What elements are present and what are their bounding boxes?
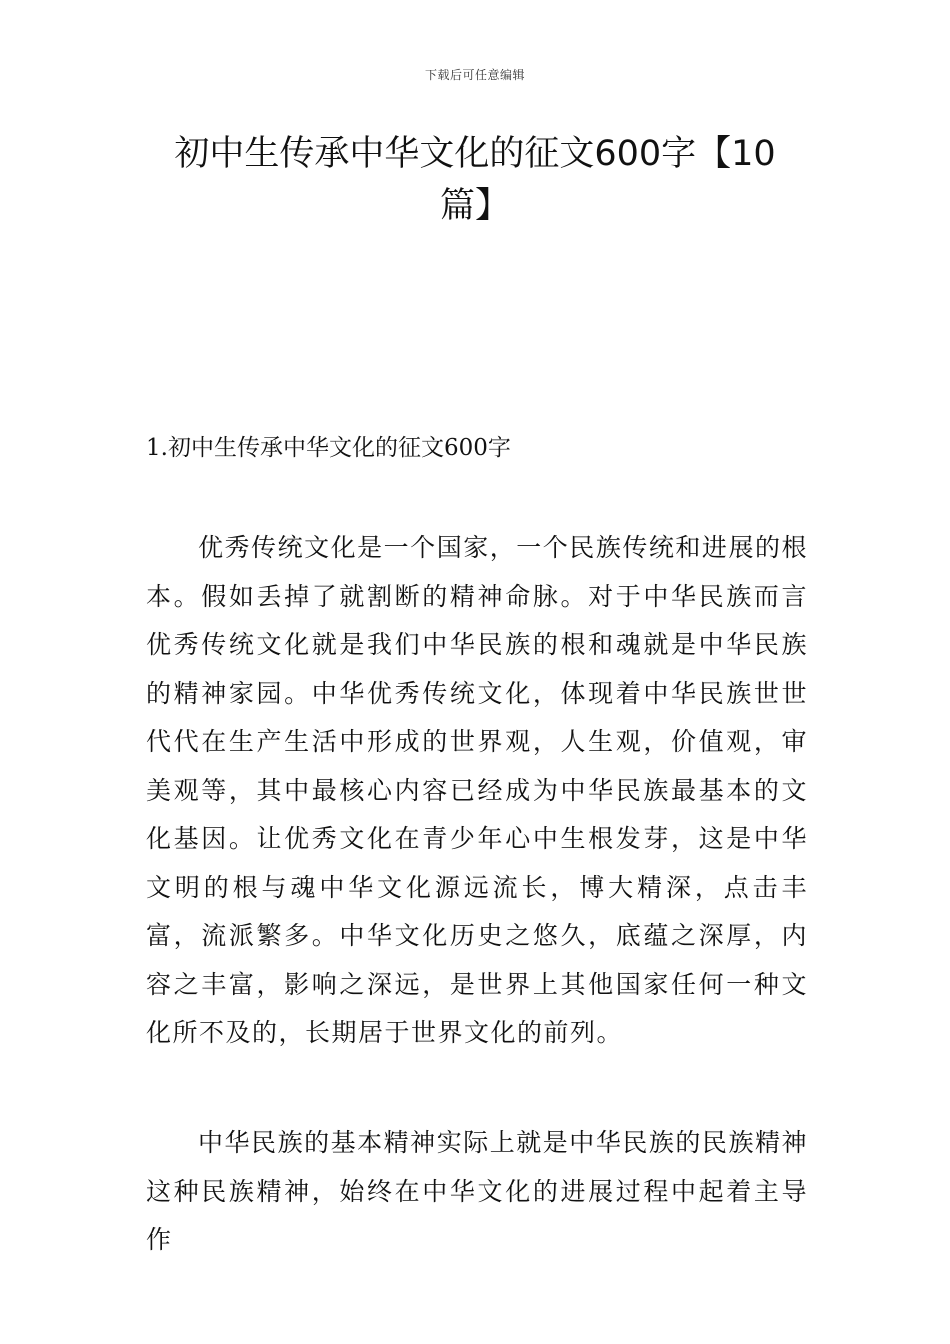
section-heading: 1.初中生传承中华文化的征文600字 xyxy=(146,435,511,461)
header-note: 下载后可任意编辑 xyxy=(424,68,525,82)
paragraph-2: 中华民族的基本精神实际上就是中华民族的民族精神这种民族精神，始终在中华文化的进展过程中起着主导作 xyxy=(146,1128,808,1254)
paragraph-1: 优秀传统文化是一个国家，一个民族传统和进展的根本。假如丢掉了就割断的精神命脉。对于中华民族而言优秀传统文化就是我们中华民族的根和魂就是中华民族的精神家园。中华优秀传统文化，体现着中华民族世世代代在生产生活中形成的世界观，人生观，价值观，审美观等，其中最核心内容已经成为中华民族最基本的文化基因。让优秀文化在青少年心中生根发芽，这是中华文明的根与魂中华文化源远流长，博大精深，点击丰富，流派繁多。中华文化历史之悠久，底蕴之深厚，内容之丰富，影响之深远，是世界上其他国家任何一种文化所不及的，长期居于世界文化的前列。 xyxy=(146,533,808,1047)
document-title: 初中生传承中华文化的征文600字【10篇】 xyxy=(174,134,776,226)
